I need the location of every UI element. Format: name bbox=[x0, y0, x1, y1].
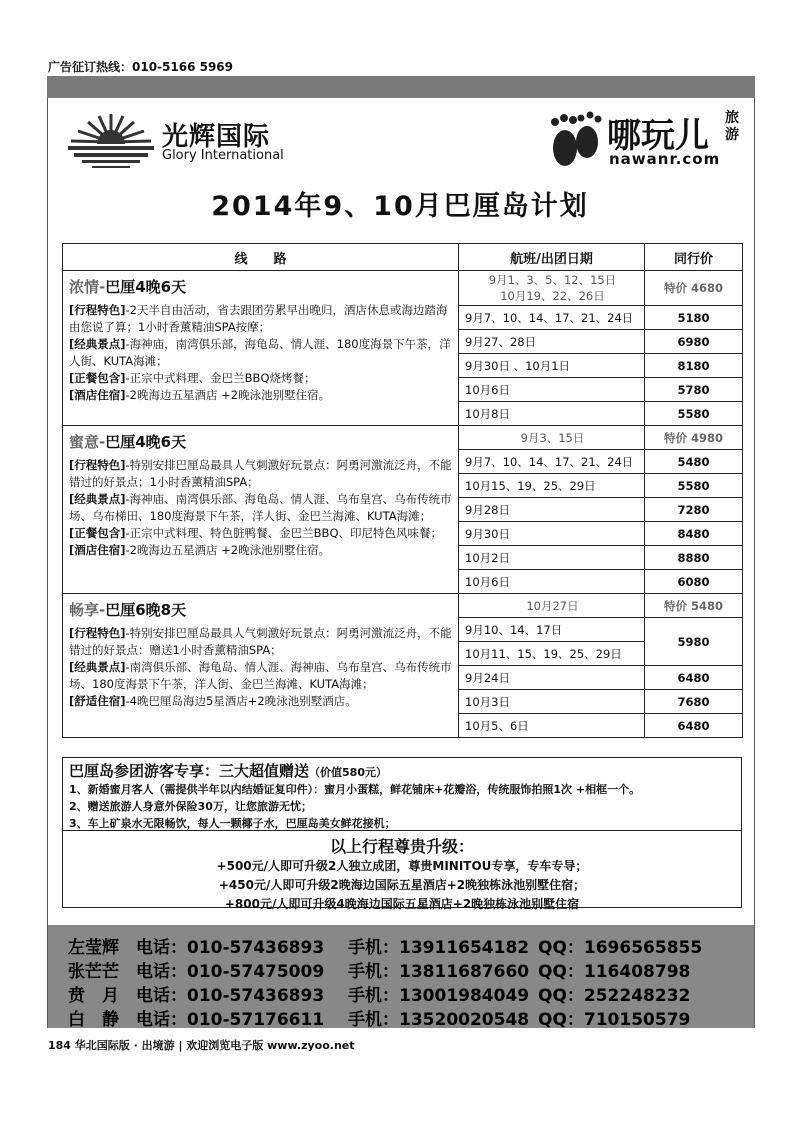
departure-dates: 9月7、10、14、17、21、24日 bbox=[459, 450, 645, 474]
contact-name: 贲 月 bbox=[68, 986, 119, 1006]
departure-dates: 10月2日 bbox=[459, 546, 645, 570]
price: 5180 bbox=[645, 306, 743, 330]
promo-item: 3、车上矿泉水无限畅饮，每人一颗椰子水，巴厘岛美女鲜花接机； bbox=[69, 817, 396, 830]
detail-text: -2晚海边五星酒店 +2晚泳池别墅住宿。 bbox=[125, 543, 331, 557]
package-name-main: 巴厘4晚6天 bbox=[105, 433, 187, 451]
price: 6480 bbox=[645, 714, 743, 738]
package-route bbox=[63, 271, 459, 426]
package-detail-line bbox=[69, 370, 452, 387]
price: 8480 bbox=[645, 522, 743, 546]
table-row bbox=[63, 594, 743, 618]
package-name bbox=[69, 279, 452, 296]
nawanr-logo-tag: 旅游 bbox=[725, 110, 739, 143]
package-name-prefix: 蜜意- bbox=[69, 433, 106, 451]
special-price: 特价 5480 bbox=[645, 594, 743, 618]
detail-tag: [酒店住宿] bbox=[69, 543, 126, 557]
ad-hotline: 广告征订热线：010-5166 5969 bbox=[48, 60, 234, 74]
contact-name: 张芒芒 bbox=[68, 962, 119, 982]
price: 6980 bbox=[645, 330, 743, 354]
contact-qq: QQ：710150579 bbox=[538, 1010, 691, 1030]
departure-dates: 10月3日 bbox=[459, 690, 645, 714]
header-dates: 航班/出团日期 bbox=[459, 244, 645, 271]
promo-title-text: 巴厘岛参团游客专享：三大超值赠送 bbox=[69, 762, 310, 780]
package-detail-line bbox=[69, 659, 452, 693]
special-price: 特价 4980 bbox=[645, 426, 743, 450]
price: 5780 bbox=[645, 378, 743, 402]
package-name bbox=[69, 602, 452, 619]
detail-text: -正宗中式料理、金巴兰BBQ烧烤餐； bbox=[125, 371, 316, 385]
price: 8880 bbox=[645, 546, 743, 570]
detail-tag: [经典景点] bbox=[69, 492, 126, 506]
promo-title bbox=[69, 760, 735, 781]
departure-dates: 10月6日 bbox=[459, 378, 645, 402]
detail-tag: [经典景点] bbox=[69, 660, 126, 674]
contact-phone: 电话：010-57176611 bbox=[136, 1010, 325, 1030]
upgrade-line: +800元/人即可升级4晚海边国际五星酒店+2晚独栋泳池别墅住宿 bbox=[224, 897, 580, 911]
detail-tag: [舒适住宿] bbox=[69, 694, 126, 708]
detail-text: -正宗中式料理、特色脏鸭餐、金巴兰BBQ、印尼特色风味餐； bbox=[125, 526, 442, 540]
top-bar bbox=[47, 76, 755, 98]
upgrade-title: 以上行程尊贵升级： bbox=[329, 837, 474, 856]
price: 7280 bbox=[645, 498, 743, 522]
package-name-main: 巴厘4晚6天 bbox=[105, 278, 187, 296]
package-detail-line bbox=[69, 387, 452, 404]
glory-logo-cn: 光辉国际 bbox=[162, 122, 271, 152]
detail-text: -2天半自由活动，省去跟团劳累早出晚归，酒店休息或海边踏海由您说了算；1小时香薰精油SPA按摩； bbox=[69, 303, 448, 334]
package-detail-line bbox=[69, 525, 452, 542]
detail-text: -海神庙、南湾俱乐部、海龟岛、情人涯、乌布皇宫、乌布传统市场、乌布梯田、180度海景下午茶，洋人街、金巴兰海滩、KUTA海滩； bbox=[69, 492, 452, 523]
package-route bbox=[63, 594, 459, 738]
nawanr-logo-cn: 哪玩儿 bbox=[607, 116, 709, 156]
departure-dates: 10月6日 bbox=[459, 570, 645, 594]
detail-tag: [行程特色] bbox=[69, 303, 126, 317]
table-header-row bbox=[63, 244, 743, 271]
package-name-main: 巴厘6晚8天 bbox=[105, 601, 187, 619]
contact-mobile: 手机：13911654182 bbox=[348, 938, 530, 958]
glory-logo bbox=[66, 112, 306, 170]
price: 7680 bbox=[645, 690, 743, 714]
departure-dates: 10月27日 bbox=[459, 594, 645, 618]
contact-phone: 电话：010-57475009 bbox=[136, 962, 325, 982]
detail-tag: [行程特色] bbox=[69, 458, 126, 472]
departure-dates: 9月24日 bbox=[459, 666, 645, 690]
page-title: 2014年9、10月巴厘岛计划 bbox=[211, 191, 589, 222]
departure-dates: 9月10、14、17日 bbox=[459, 618, 645, 642]
upgrade-line: +450元/人即可升级2晚海边国际五星酒店+2晚独栋泳池别墅住宿； bbox=[218, 878, 586, 892]
contact-mobile: 手机：13001984049 bbox=[348, 986, 530, 1006]
glory-logo-en: Glory International bbox=[162, 148, 284, 163]
departure-dates: 9月1、3、5、12、15日 10月19、22、26日 bbox=[459, 271, 645, 306]
contact-qq: QQ：1696565855 bbox=[538, 938, 703, 958]
price: 6080 bbox=[645, 570, 743, 594]
departure-dates: 9月3、15日 bbox=[459, 426, 645, 450]
promo-section bbox=[62, 757, 742, 831]
departure-dates: 9月27、28日 bbox=[459, 330, 645, 354]
package-detail-line bbox=[69, 693, 452, 710]
nawanr-logo-url: nawanr.com bbox=[609, 150, 721, 168]
departure-dates: 9月30日 bbox=[459, 522, 645, 546]
price: 5580 bbox=[645, 474, 743, 498]
contact-mobile: 手机：13520020548 bbox=[348, 1010, 530, 1030]
detail-text: -2晚海边五星酒店 +2晚泳池别墅住宿。 bbox=[125, 388, 331, 402]
detail-tag: [行程特色] bbox=[69, 626, 126, 640]
promo-item: 1、新婚蜜月客人（需提供半年以内结婚证复印件）：蜜月小蛋糕，鲜花铺床+花瓣浴，传统服饰拍照1次 +相框一个。 bbox=[69, 783, 641, 796]
price: 5980 bbox=[645, 618, 743, 666]
detail-text: -海神庙，南湾俱乐部，海龟岛、情人涯、180度海景下午茶，洋人街、KUTA海滩； bbox=[69, 337, 451, 368]
departure-dates: 10月11、15、19、25、29日 bbox=[459, 642, 645, 666]
departure-dates: 9月7、10、14、17、21、24日 bbox=[459, 306, 645, 330]
special-price: 特价 4680 bbox=[645, 271, 743, 306]
package-name-prefix: 浓情- bbox=[69, 278, 106, 296]
package-name bbox=[69, 434, 452, 451]
sunrise-logo-icon bbox=[66, 112, 156, 170]
header-price: 同行价 bbox=[645, 244, 743, 271]
package-detail-line bbox=[69, 491, 452, 525]
departure-dates: 9月30日 、10月1日 bbox=[459, 354, 645, 378]
contact-qq: QQ：252248232 bbox=[538, 986, 691, 1006]
package-name-prefix: 畅享- bbox=[69, 601, 106, 619]
detail-tag: [正餐包含] bbox=[69, 371, 126, 385]
package-detail-line bbox=[69, 625, 452, 659]
contact-phone: 电话：010-57436893 bbox=[136, 938, 325, 958]
detail-text: -特别安排巴厘岛最具人气刺激好玩景点：阿勇河激流泛舟，不能错过的好景点：赠送1小时香薰精油SPA； bbox=[69, 626, 452, 657]
package-detail-line bbox=[69, 302, 452, 336]
detail-tag: [正餐包含] bbox=[69, 526, 126, 540]
departure-dates: 9月28日 bbox=[459, 498, 645, 522]
contact-mobile: 手机：13811687660 bbox=[348, 962, 530, 982]
departure-dates: 10月8日 bbox=[459, 402, 645, 426]
contact-qq: QQ：116408798 bbox=[538, 962, 691, 982]
nawanr-logo bbox=[545, 108, 745, 170]
table-row bbox=[63, 271, 743, 306]
detail-tag: [经典景点] bbox=[69, 337, 126, 351]
footprint-logo-icon bbox=[545, 108, 605, 170]
detail-text: -南湾俱乐部、海龟岛、情人涯、海神庙、乌布皇宫、乌布传统市场、180度海景下午茶，洋人街、金巴兰海滩、KUTA海滩； bbox=[69, 660, 452, 691]
upgrade-line: +500元/人即可升级2人独立成团，尊贵MINITOU专享，专车专导； bbox=[216, 859, 588, 873]
header-route: 线 路 bbox=[63, 244, 459, 271]
package-route bbox=[63, 426, 459, 594]
itinerary-table bbox=[62, 243, 743, 738]
contact-phone: 电话：010-57436893 bbox=[136, 986, 325, 1006]
detail-tag: [酒店住宿] bbox=[69, 388, 126, 402]
promo-title-note: （价值580元） bbox=[309, 766, 387, 779]
departure-dates: 10月5、6日 bbox=[459, 714, 645, 738]
package-detail-line bbox=[69, 542, 452, 559]
price: 8180 bbox=[645, 354, 743, 378]
upgrade-section bbox=[62, 830, 742, 911]
package-detail-line bbox=[69, 457, 452, 491]
price: 5480 bbox=[645, 450, 743, 474]
price: 5580 bbox=[645, 402, 743, 426]
contacts-panel bbox=[48, 925, 754, 1028]
contact-name: 白 静 bbox=[68, 1010, 119, 1030]
package-detail-line bbox=[69, 336, 452, 370]
detail-text: -特别安排巴厘岛最具人气刺激好玩景点：阿勇河激流泛舟，不能错过的好景点；1小时香薰精油SPA； bbox=[69, 458, 452, 489]
contact-name: 左莹辉 bbox=[68, 938, 119, 958]
price: 6480 bbox=[645, 666, 743, 690]
promo-item: 2、赠送旅游人身意外保险30万，让您旅游无忧； bbox=[69, 800, 312, 813]
table-row bbox=[63, 426, 743, 450]
page-footer: 184 华北国际版 · 出境游 | 欢迎浏览电子版 www.zyoo.net bbox=[48, 1039, 355, 1052]
detail-text: -4晚巴厘岛海边5星酒店+2晚泳池别墅酒店。 bbox=[125, 694, 357, 708]
departure-dates: 10月15、19、25、29日 bbox=[459, 474, 645, 498]
